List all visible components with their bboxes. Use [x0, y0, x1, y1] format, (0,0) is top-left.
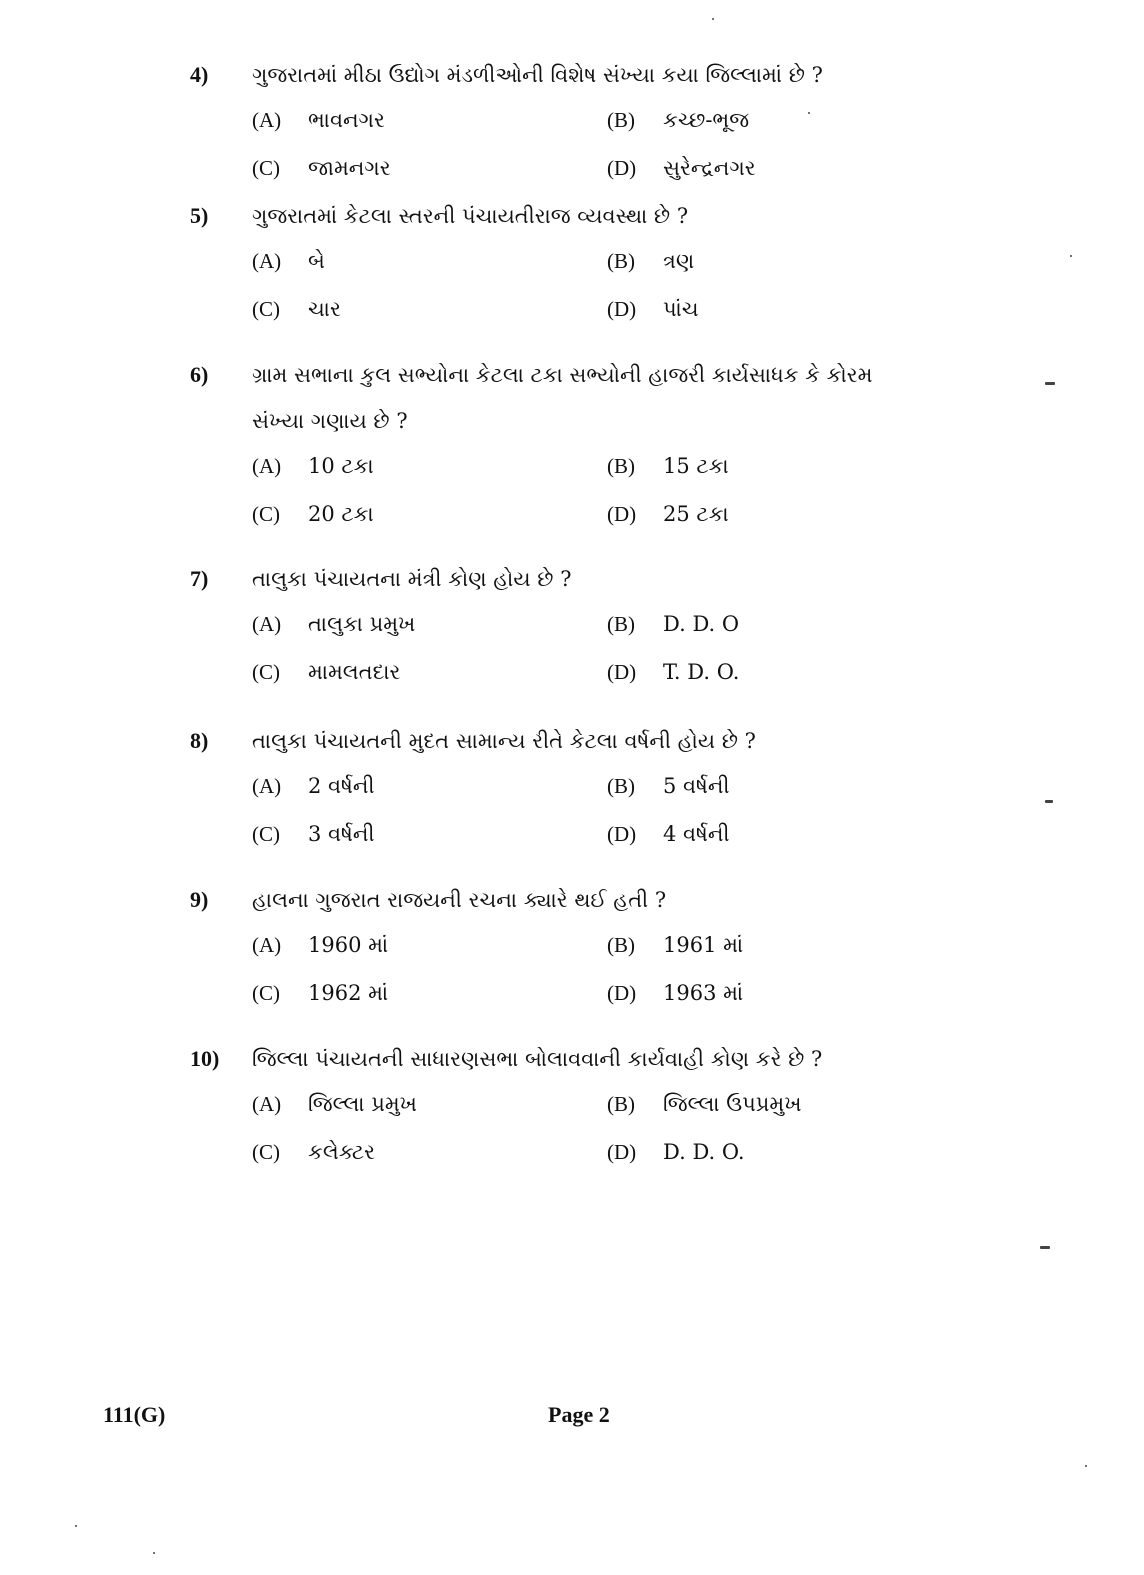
option-text: ભાવનગર	[308, 108, 385, 132]
option-label: (A)	[252, 1092, 282, 1116]
option-c	[252, 496, 607, 532]
scan-speck	[1070, 255, 1072, 257]
question-text	[252, 877, 970, 923]
options-grid	[252, 1086, 970, 1170]
option-a	[252, 1086, 607, 1122]
option-label: (A)	[252, 933, 282, 957]
options-grid	[252, 102, 970, 186]
option-text: 2 વર્ષની	[308, 774, 375, 798]
option-text: ત્રણ	[663, 249, 695, 273]
option-text: 25 ટકા	[663, 502, 729, 526]
option-c	[252, 291, 607, 327]
question-5	[190, 193, 970, 327]
question-text-line: ગુજરાતમાં મીઠા ઉદ્યોગ મંડળીઓની વિશેષ સંખ્યા કયા જિલ્લામાં છે ?	[252, 63, 823, 87]
question-text-line: ગ્રામ સભાના કુલ સભ્યોના કેટલા ટકા સભ્યોની હાજરી કાર્યસાધક કે કોરમ	[252, 363, 873, 387]
scan-speck	[712, 18, 714, 20]
option-d	[607, 975, 962, 1011]
scan-speck	[1045, 800, 1053, 803]
option-b	[607, 102, 962, 138]
option-d	[607, 496, 962, 532]
option-text: T. D. O.	[663, 660, 740, 684]
option-text: જિલ્લા ઉપપ્રમુખ	[663, 1092, 802, 1116]
scan-speck	[1040, 1246, 1050, 1249]
question-number: 5)	[190, 203, 209, 228]
option-text: 1960 માં	[308, 933, 389, 957]
question-text-line: હાલના ગુજરાત રાજયની રચના ક્યારે થઈ હતી ?	[252, 888, 667, 912]
option-c	[252, 654, 607, 690]
question-8	[190, 718, 970, 852]
option-label: (A)	[252, 108, 282, 132]
option-d	[607, 150, 962, 186]
option-label: (A)	[252, 454, 282, 478]
option-c	[252, 1134, 607, 1170]
option-text: સુરેન્દ્રનગર	[663, 156, 756, 180]
option-a	[252, 102, 607, 138]
option-text: D. D. O.	[663, 1140, 745, 1164]
option-label: (B)	[607, 933, 635, 957]
option-label: (D)	[607, 1140, 637, 1164]
question-text	[252, 1036, 970, 1082]
question-9	[190, 877, 970, 1011]
scan-speck	[1045, 382, 1055, 385]
question-text	[252, 718, 970, 764]
option-text: પાંચ	[663, 297, 699, 321]
question-4	[190, 52, 970, 186]
option-d	[607, 291, 962, 327]
option-text: તાલુકા પ્રમુખ	[308, 612, 416, 636]
option-d	[607, 816, 962, 852]
option-text: બે	[308, 249, 325, 273]
option-text: જિલ્લા પ્રમુખ	[308, 1092, 417, 1116]
option-label: (C)	[252, 822, 280, 846]
question-text	[252, 193, 970, 239]
option-text: 1963 માં	[663, 981, 744, 1005]
option-label: (D)	[607, 502, 637, 526]
question-number: 10)	[190, 1046, 220, 1071]
question-text	[252, 52, 970, 98]
option-label: (D)	[607, 822, 637, 846]
option-d	[607, 1134, 962, 1170]
option-text: 5 વર્ષની	[663, 774, 730, 798]
option-b	[607, 448, 962, 484]
option-label: (B)	[607, 108, 635, 132]
scan-speck	[153, 1552, 155, 1554]
options-grid	[252, 448, 970, 532]
option-text: D. D. O	[663, 612, 740, 636]
option-c	[252, 975, 607, 1011]
option-a	[252, 927, 607, 963]
option-text: 10 ટકા	[308, 454, 374, 478]
option-d	[607, 654, 962, 690]
option-label: (C)	[252, 981, 280, 1005]
option-label: (B)	[607, 454, 635, 478]
options-grid	[252, 927, 970, 1011]
scan-speck	[808, 112, 810, 114]
question-number: 4)	[190, 62, 209, 87]
question-text	[252, 556, 970, 602]
option-label: (B)	[607, 774, 635, 798]
option-text: 1961 માં	[663, 933, 744, 957]
question-number: 6)	[190, 362, 209, 387]
option-label: (A)	[252, 612, 282, 636]
option-label: (B)	[607, 249, 635, 273]
question-text	[252, 352, 970, 444]
option-label: (D)	[607, 660, 637, 684]
option-label: (D)	[607, 156, 637, 180]
option-b	[607, 1086, 962, 1122]
option-text: 15 ટકા	[663, 454, 729, 478]
question-text-line: તાલુકા પંચાયતની મુદત સામાન્ય રીતે કેટલા વર્ષની હોય છે ?	[252, 729, 756, 753]
option-label: (B)	[607, 1092, 635, 1116]
option-c	[252, 816, 607, 852]
options-grid	[252, 243, 970, 327]
option-a	[252, 768, 607, 804]
option-label: (D)	[607, 297, 637, 321]
option-text: ચાર	[308, 297, 341, 321]
scan-speck	[1085, 1465, 1087, 1467]
question-number: 8)	[190, 728, 209, 753]
option-label: (C)	[252, 1140, 280, 1164]
option-b	[607, 243, 962, 279]
option-label: (A)	[252, 774, 282, 798]
option-text: જામનગર	[308, 156, 391, 180]
option-label: (C)	[252, 156, 280, 180]
page-number: Page 2	[548, 1402, 610, 1427]
question-text-line: સંખ્યા ગણાય છે ?	[252, 409, 408, 433]
question-text-line: ગુજરાતમાં કેટલા સ્તરની પંચાયતીરાજ વ્યવસ્થા છે ?	[252, 204, 689, 228]
option-text: 1962 માં	[308, 981, 389, 1005]
option-text: કલેક્ટર	[308, 1140, 376, 1164]
option-b	[607, 927, 962, 963]
option-label: (C)	[252, 660, 280, 684]
option-c	[252, 150, 607, 186]
question-text-line: જિલ્લા પંચાયતની સાધારણસભા બોલાવવાની કાર્યવાહી કોણ કરે છે ?	[252, 1047, 823, 1071]
question-number: 7)	[190, 566, 209, 591]
option-label: (D)	[607, 981, 637, 1005]
option-b	[607, 768, 962, 804]
scan-speck	[75, 1525, 77, 1527]
option-a	[252, 606, 607, 642]
option-label: (B)	[607, 612, 635, 636]
option-text: 3 વર્ષની	[308, 822, 375, 846]
option-label: (C)	[252, 297, 280, 321]
option-a	[252, 448, 607, 484]
option-text: મામલતદાર	[308, 660, 401, 684]
option-text: 4 વર્ષની	[663, 822, 730, 846]
question-7	[190, 556, 970, 690]
option-label: (A)	[252, 249, 282, 273]
option-a	[252, 243, 607, 279]
question-number: 9)	[190, 887, 209, 912]
option-text: 20 ટકા	[308, 502, 374, 526]
option-text: કચ્છ-ભૂજ	[663, 108, 750, 132]
paper-code: 111(G)	[103, 1402, 166, 1427]
options-grid	[252, 768, 970, 852]
question-text-line: તાલુકા પંચાયતના મંત્રી કોણ હોય છે ?	[252, 567, 572, 591]
question-10	[190, 1036, 970, 1170]
option-label: (C)	[252, 502, 280, 526]
options-grid	[252, 606, 970, 690]
option-b	[607, 606, 962, 642]
question-6	[190, 352, 970, 532]
